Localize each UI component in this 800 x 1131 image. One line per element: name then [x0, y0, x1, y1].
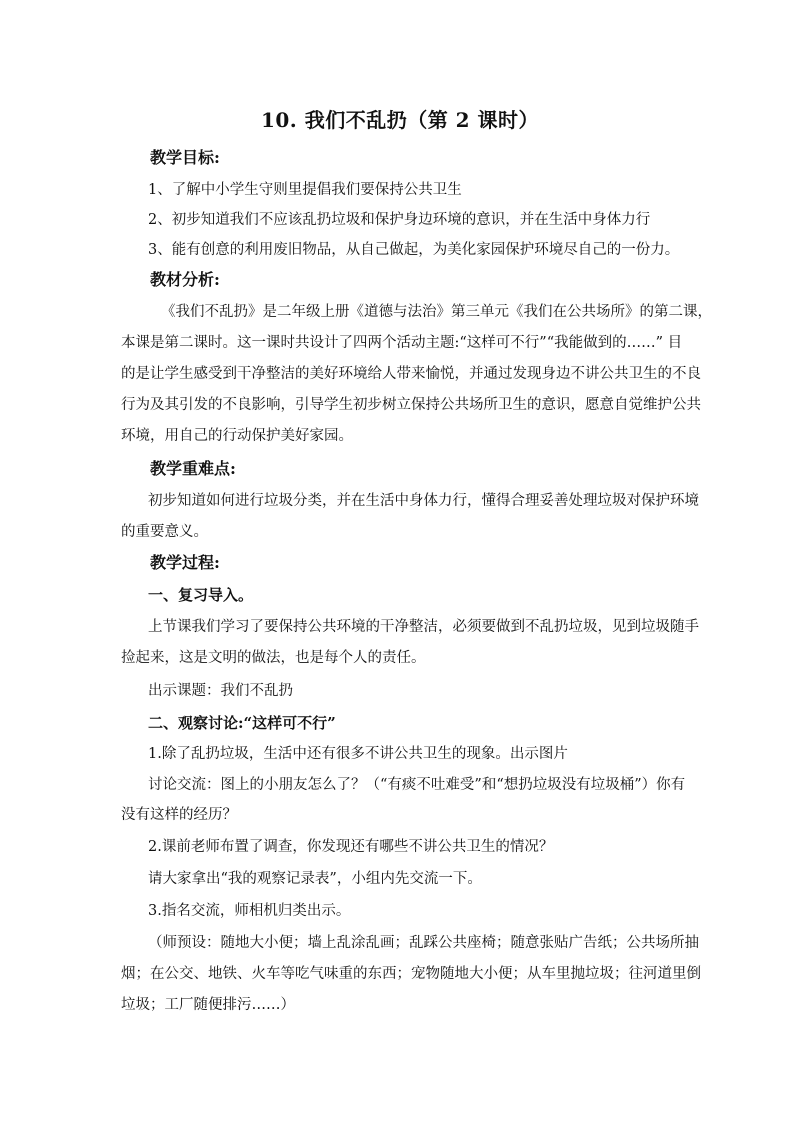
section1-heading: 一、复习导入。 — [148, 586, 254, 604]
section1-line-1: 上节课我们学习了要保持公共环境的干净整洁，必须要做到不乱扔垃圾，见到垃圾随手 — [148, 619, 699, 635]
objective-item-2: 2、初步知道我们不应该乱扔垃圾和保护身边环境的意识，并在生活中身体力行 — [148, 212, 651, 228]
section2-discussion-line-1: 讨论交流：图上的小朋友怎么了？（“有痰不吐难受”和“想扔垃圾没有垃圾桶”）你有 — [148, 777, 686, 793]
analysis-line-3: 的是让学生感受到干净整洁的美好环境给人带来愉悦，并通过发现身边不讲公共卫生的不良 — [121, 366, 701, 382]
difficulty-line-2: 的重要意义。 — [121, 524, 208, 540]
objective-item-1: 1、了解中小学生守则里提倡我们要保持公共卫生 — [148, 182, 462, 198]
section1-line-2: 捡起来，这是文明的做法，也是每个人的责任。 — [121, 650, 426, 666]
section2-preset-line-2: 烟；在公交、地铁、火车等吃气味重的东西；宠物随地大小便；从车里抛垃圾；往河道里倒 — [121, 966, 701, 982]
analysis-line-4: 行为及其引发的不良影响，引导学生初步树立保持公共场所卫生的意识，愿意自觉维护公共 — [121, 397, 701, 413]
page-title: 10. 我们不乱扔（第 2 课时） — [260, 108, 540, 132]
section2-preset-line-1: （师预设：随地大小便；墙上乱涂乱画；乱踩公共座椅；随意张贴广告纸；公共场所抽 — [148, 935, 699, 951]
section2-item-1: 1.除了乱扔垃圾，生活中还有很多不讲公共卫生的现象。出示图片 — [148, 746, 568, 762]
objectives-heading: 教学目标: — [150, 148, 220, 167]
section2-item-2-note: 请大家拿出“我的观察记录表”，小组内先交流一下。 — [148, 871, 482, 887]
analysis-line-1: 《我们不乱扔》是二年级上册《道德与法治》第三单元《我们在公共场所》的第二课， — [161, 304, 712, 320]
difficulty-heading: 教学重难点: — [150, 459, 236, 478]
objective-item-3: 3、能有创意的利用废旧物品，从自己做起，为美化家园保护环境尽自己的一份力。 — [148, 242, 680, 258]
section1-topic: 出示课题：我们不乱扔 — [148, 683, 293, 699]
section2-heading: 二、观察讨论:“这样可不行” — [148, 714, 336, 732]
section2-preset-line-3: 垃圾；工厂随便排污……） — [121, 997, 295, 1013]
process-heading: 教学过程: — [150, 553, 220, 572]
section2-item-3: 3.指名交流，师相机归类出示。 — [148, 903, 351, 919]
difficulty-line-1: 初步知道如何进行垃圾分类，并在生活中身体力行，懂得合理妥善处理垃圾对保护环境 — [148, 493, 699, 509]
section2-item-2: 2.课前老师布置了调查，你发现还有哪些不讲公共卫生的情况？ — [148, 839, 554, 855]
analysis-line-5: 环境，用自己的行动保护美好家园。 — [121, 428, 353, 444]
analysis-line-2: 本课是第二课时。这一课时共设计了四两个活动主题:“这样可不行”“我能做到的……” 目 — [121, 335, 683, 351]
section2-discussion-line-2: 没有这样的经历？ — [121, 807, 237, 823]
analysis-heading: 教材分析: — [150, 270, 220, 289]
